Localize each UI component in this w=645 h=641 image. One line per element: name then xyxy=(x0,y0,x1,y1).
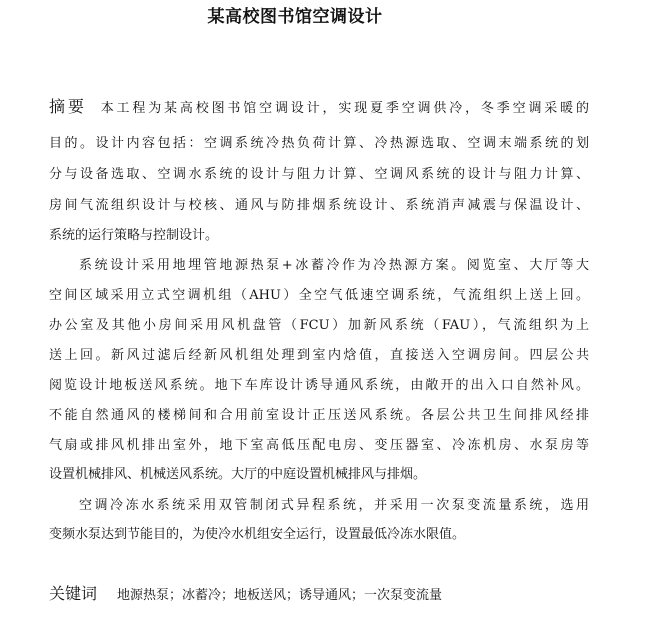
abstract-line-1 xyxy=(49,97,589,119)
p2-line-1: 系统设计采用地埋管地源热泵+冰蓄冷作为冷热源方案。阅览室、大厅等大 xyxy=(79,258,589,273)
p2-line-3: 办公室及其他小房间采用风机盘管（FCU）加新风系统（FAU），气流组织为上 xyxy=(49,318,589,333)
abstract-text: 本工程为某高校图书馆空调设计，实现夏季空调供冷，冬季空调采暖的 xyxy=(100,101,589,116)
p2-line-4: 送上回。新风过滤后经新风机组处理到室内焓值，直接送入空调房间。四层公共 xyxy=(49,348,589,363)
abstract-line-3: 分与设备选取、空调水系统的设计与阻力计算、空调风系统的设计与阻力计算、 xyxy=(49,167,589,182)
abstract-heading: 摘要 xyxy=(49,97,87,116)
document-title: 某高校图书馆空调设计 xyxy=(207,7,383,27)
p2-line-7: 气扇或排风机排出室外，地下室高低压配电房、变压器室、冷冻机房、水泵房等 xyxy=(49,438,589,453)
p3-line-1: 空调冷冻水系统采用双管制闭式异程系统，并采用一次泵变流量系统，选用 xyxy=(79,498,589,513)
p3-line-2: 变频水泵达到节能目的，为使冷水机组安全运行，设置最低冷冻水限值。 xyxy=(49,527,466,542)
p2-line-2: 空间区域采用立式空调机组（AHU）全空气低速空调系统，气流组织上送上回。 xyxy=(49,288,589,303)
abstract-line-2: 目的。设计内容包括：空调系统冷热负荷计算、冷热源选取、空调末端系统的划 xyxy=(49,136,589,151)
abstract-line-5: 系统的运行策略与控制设计。 xyxy=(49,228,219,243)
p2-line-8: 设置机械排风、机械送风系统。大厅的中庭设置机械排风与排烟。 xyxy=(49,467,427,482)
keywords-heading: 关键词 xyxy=(49,584,98,603)
keywords-line xyxy=(49,583,609,607)
p2-line-6: 不能自然通风的楼梯间和合用前室设计正压送风系统。各层公共卫生间排风经排 xyxy=(49,408,589,423)
abstract-line-4: 房间气流组织设计与校核、通风与防排烟系统设计、系统消声减震与保温设计、 xyxy=(49,198,589,213)
p2-line-5: 阅览设计地板送风系统。地下车库设计诱导通风系统，由敞开的出入口自然补风。 xyxy=(49,378,589,393)
keywords-text: 地源热泵；冰蓄冷；地板送风；诱导通风；一次泵变流量 xyxy=(117,588,443,603)
